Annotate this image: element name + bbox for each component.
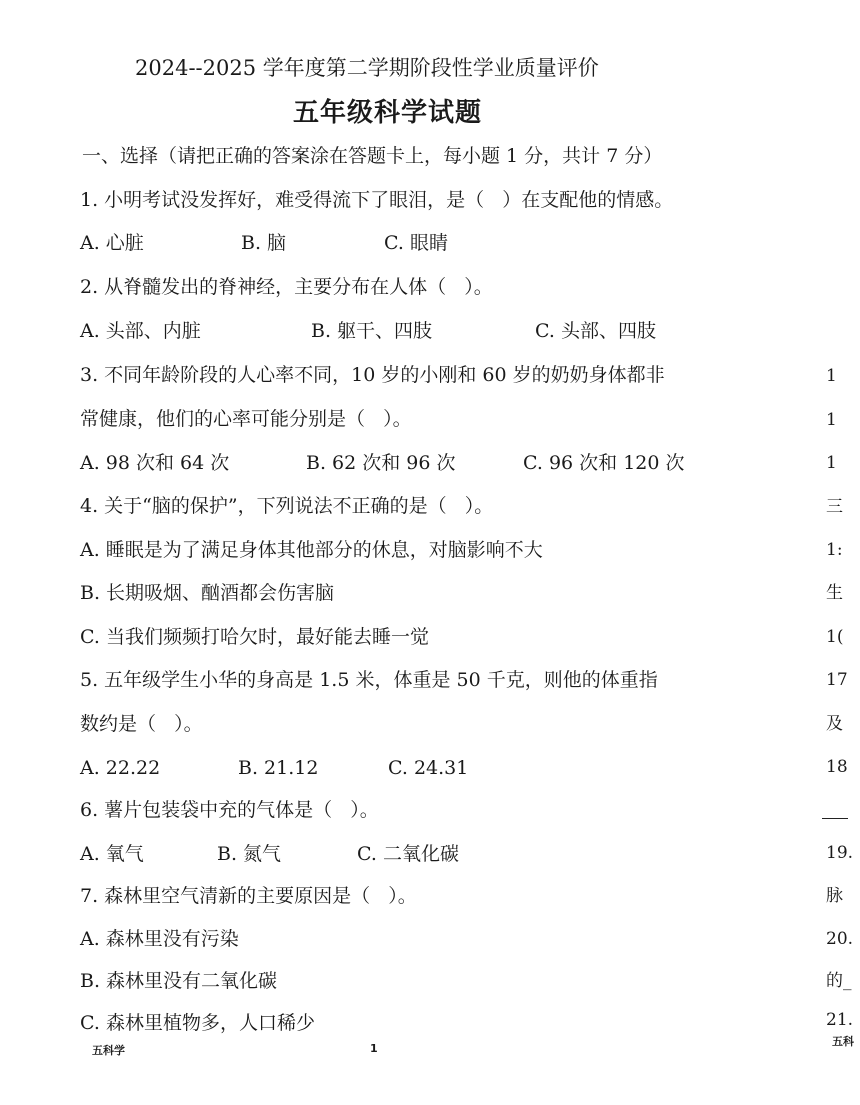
q5-option-b: B. 21.12 [238,757,319,779]
q7-option-b: B. 森林里没有二氧化碳 [80,970,278,992]
edge-text: 19. [826,843,854,863]
question-5-line-1: 5. 五年级学生小华的身高是 1.5 米，体重是 50 千克，则他的体重指 [80,669,658,691]
question-3-line-2: 常健康，他们的心率可能分别是（ ）。 [80,408,412,430]
q4-option-a: A. 睡眠是为了满足身体其他部分的休息，对脑影响不大 [80,539,543,561]
q2-option-a: A. 头部、内脏 [80,320,201,342]
edge-text: 20. [826,929,854,949]
question-7: 7. 森林里空气清新的主要原因是（ ）。 [80,885,417,907]
q1-option-a: A. 心脏 [80,232,144,254]
q4-option-c: C. 当我们频频打哈欠时，最好能去睡一觉 [80,626,429,648]
question-3-line-1: 3. 不同年龄阶段的人心率不同，10 岁的小刚和 60 岁的奶奶身体都非 [80,364,665,386]
edge-text: 21. [826,1010,854,1030]
edge-footer-text: 五科 [832,1035,854,1048]
edge-text: 1: [826,540,843,560]
edge-text: 及 [826,714,843,734]
q3-option-a: A. 98 次和 64 次 [80,452,230,474]
q1-option-b: B. 脑 [241,232,287,254]
q1-option-c: C. 眼睛 [384,232,448,254]
edge-text: 1 [826,410,837,430]
edge-text: 18 [826,757,848,777]
q5-option-a: A. 22.22 [80,757,161,779]
edge-text: 1 [826,366,837,386]
edge-text: 的_ [826,971,852,991]
q6-option-b: B. 氮气 [217,843,282,865]
q5-option-c: C. 24.31 [388,757,469,779]
question-1: 1. 小明考试没发挥好，难受得流下了眼泪，是（ ）在支配他的情感。 [80,189,674,211]
edge-text: 17 [826,670,848,690]
edge-text: 1( [826,627,844,647]
edge-rule [822,818,848,819]
q2-option-c: C. 头部、四肢 [535,320,656,342]
q7-option-c: C. 森林里植物多，人口稀少 [80,1012,315,1034]
q7-option-a: A. 森林里没有污染 [80,928,239,950]
q2-option-b: B. 躯干、四肢 [311,320,433,342]
question-5-line-2: 数约是（ ）。 [80,713,203,735]
question-6: 6. 薯片包装袋中充的气体是（ ）。 [80,799,379,821]
q6-option-a: A. 氧气 [80,843,144,865]
q6-option-c: C. 二氧化碳 [357,843,459,865]
q3-option-b: B. 62 次和 96 次 [306,452,456,474]
exam-title: 2024--2025 学年度第二学期阶段性学业质量评价 [135,56,599,80]
edge-text: 三 [826,497,843,517]
section-heading: 一、选择（请把正确的答案涂在答题卡上，每小题 1 分，共计 7 分） [82,145,663,167]
exam-subtitle: 五年级科学试题 [293,98,483,128]
footer-subject: 五科学 [92,1044,125,1057]
question-2: 2. 从脊髓发出的脊神经，主要分布在人体（ ）。 [80,276,493,298]
question-4: 4. 关于“脑的保护”，下列说法不正确的是（ ）。 [80,495,494,517]
footer-page-number: 1 [370,1042,378,1055]
edge-text: 1 [826,453,837,473]
edge-text: 生 [826,583,843,603]
q3-option-c: C. 96 次和 120 次 [523,452,685,474]
q4-option-b: B. 长期吸烟、酗酒都会伤害脑 [80,582,335,604]
edge-text: 脉 [826,886,843,906]
